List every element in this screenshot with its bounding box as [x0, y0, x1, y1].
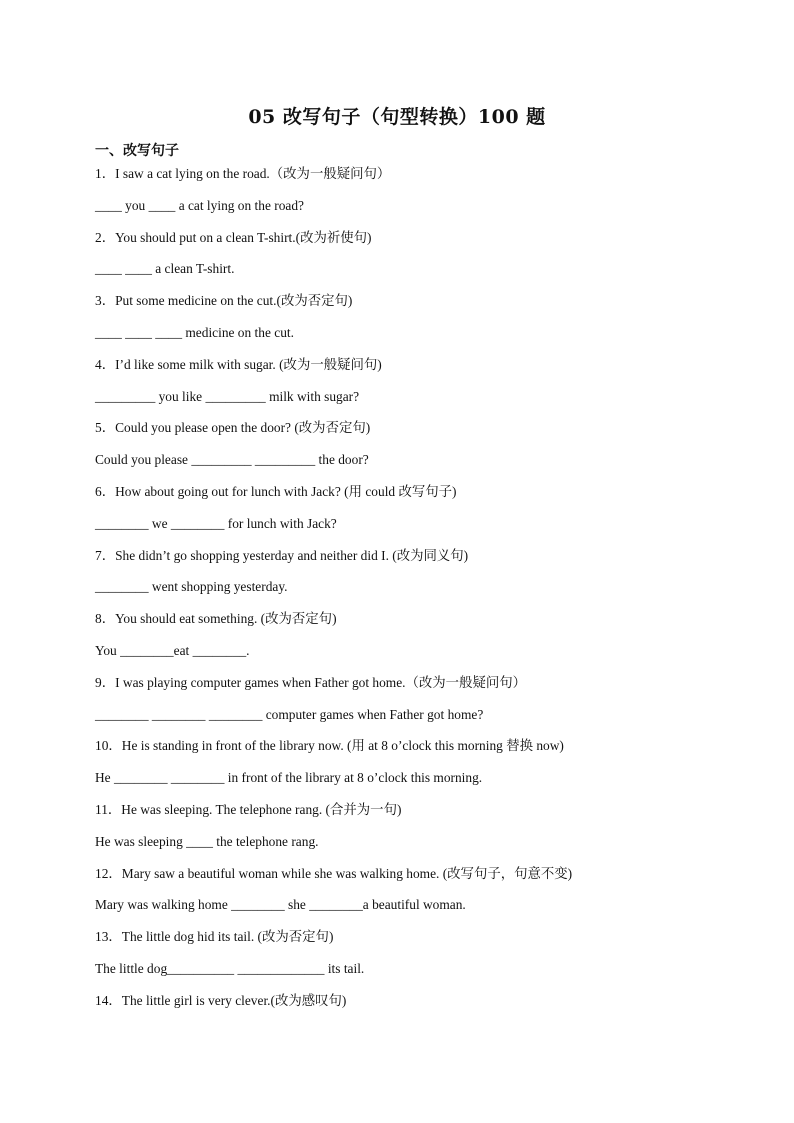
answer-line: ________ ________ ________ computer games when Father got home?	[95, 706, 484, 722]
answer-line: ____ ____ a clean T-shirt.	[95, 261, 235, 277]
exercise-list	[95, 165, 715, 1024]
answer-line: You ________eat ________.	[95, 642, 250, 658]
page-title: 05 改写句子（句型转换）100 题	[248, 106, 546, 128]
answer-line: ____ you ____ a cat lying on the road?	[95, 197, 304, 213]
answer-line: Could you please _________ _________ the door?	[95, 452, 369, 468]
question-line: 1．I saw a cat lying on the road.（改为一般疑问句）	[95, 166, 391, 181]
answer-line: ________ we ________ for lunch with Jack?	[95, 515, 337, 531]
question-line: 5．Could you please open the door? (改为否定句)	[95, 420, 371, 436]
question-line: 13．The little dog hid its tail. (改为否定句)	[95, 929, 334, 945]
question-line: 3．Put some medicine on the cut.(改为否定句)	[95, 293, 353, 309]
question-line: 11．He was sleeping. The telephone rang. (合并为一句)	[95, 801, 402, 817]
question-line: 6．How about going out for lunch with Jack? (用 could 改写句子)	[95, 483, 457, 499]
question-line: 10．He is standing in front of the library now. (用 at 8 o’clock this morning 替换 now)	[95, 738, 564, 754]
question-line: 9．I was playing computer games when Father got home.（改为一般疑问句）	[95, 674, 527, 690]
answer-line: The little dog__________ _____________ its tail.	[95, 960, 365, 976]
question-line: 8．You should eat something. (改为否定句)	[95, 611, 337, 627]
answer-line: Mary was walking home ________ she ________a beautiful woman.	[95, 897, 466, 913]
answer-line: _________ you like _________ milk with sugar?	[95, 388, 360, 404]
question-line: 4．I’d like some milk with sugar. (改为一般疑问句)	[95, 356, 382, 372]
answer-line: He ________ ________ in front of the library at 8 o’clock this morning.	[95, 770, 483, 786]
answer-line: ________ went shopping yesterday.	[95, 579, 288, 595]
question-line: 14．The little girl is very clever.(改为感叹句)	[95, 992, 347, 1008]
answer-line: ____ ____ ____ medicine on the cut.	[95, 324, 294, 340]
question-line: 7．She didn’t go shopping yesterday and neither did I. (改为同义句)	[95, 547, 469, 563]
answer-line: He was sleeping ____ the telephone rang.	[95, 833, 319, 849]
section-heading: 一、改写句子	[95, 143, 179, 159]
question-line: 12．Mary saw a beautiful woman while she was walking home. (改写句子，句意不变)	[95, 865, 573, 881]
question-line: 2．You should put on a clean T-shirt.(改为祈使句)	[95, 229, 372, 245]
